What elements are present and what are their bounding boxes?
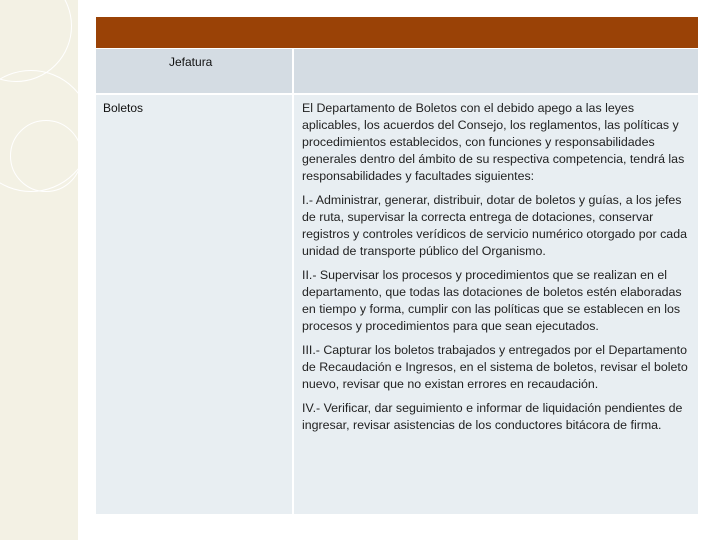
function-item-1: I.- Administrar, generar, distribuir, dotar de boletos y guías, a los jefes de ruta, supervisar la correcta entrega de dotaciones, conservar registros y controles verídicos de servicio numérico otorgado por cada unidad de transporte público del Organismo. <box>302 193 687 258</box>
row-cell-right <box>294 95 698 514</box>
function-item-2: II.- Supervisar los procesos y procedimientos que se realizan en el departamento, que todas las dotaciones de boletos estén elaboradas en tiempo y forma, cumplir con las políticas que se establecen en los procesos y procedimientos para que sean ejecutados. <box>302 268 682 333</box>
head-cell-right <box>294 49 698 93</box>
table-header-bar <box>96 17 698 49</box>
content-table <box>96 17 698 514</box>
jefatura-label: Jefatura <box>169 55 213 69</box>
decorative-circle <box>10 120 82 192</box>
function-item-4: IV.- Verificar, dar seguimiento e informar de liquidación pendientes de ingresar, revisar asistencias de los conductores bitácora de firma. <box>302 401 683 432</box>
head-cell-left <box>96 49 294 93</box>
boletos-label: Boletos <box>103 101 144 115</box>
row-cell-left <box>96 95 294 514</box>
table-row <box>96 95 698 514</box>
function-item-3: III.- Capturar los boletos trabajados y entregados por el Departamento de Recaudación e Ingresos, en el sistema de boletos, revisar el boleto nuevo, revisar que no existan errores en recaudación. <box>302 343 688 391</box>
table-head-row <box>96 49 698 95</box>
description-paragraph: El Departamento de Boletos con el debido apego a las leyes aplicables, los acuerdos del Consejo, los reglamentos, las políticas y procedimientos establecidos, con funciones y responsabilidades generales dentro del ámbito de su respectiva competencia, tendrá las responsabilidades y facultades siguientes: <box>302 101 685 183</box>
